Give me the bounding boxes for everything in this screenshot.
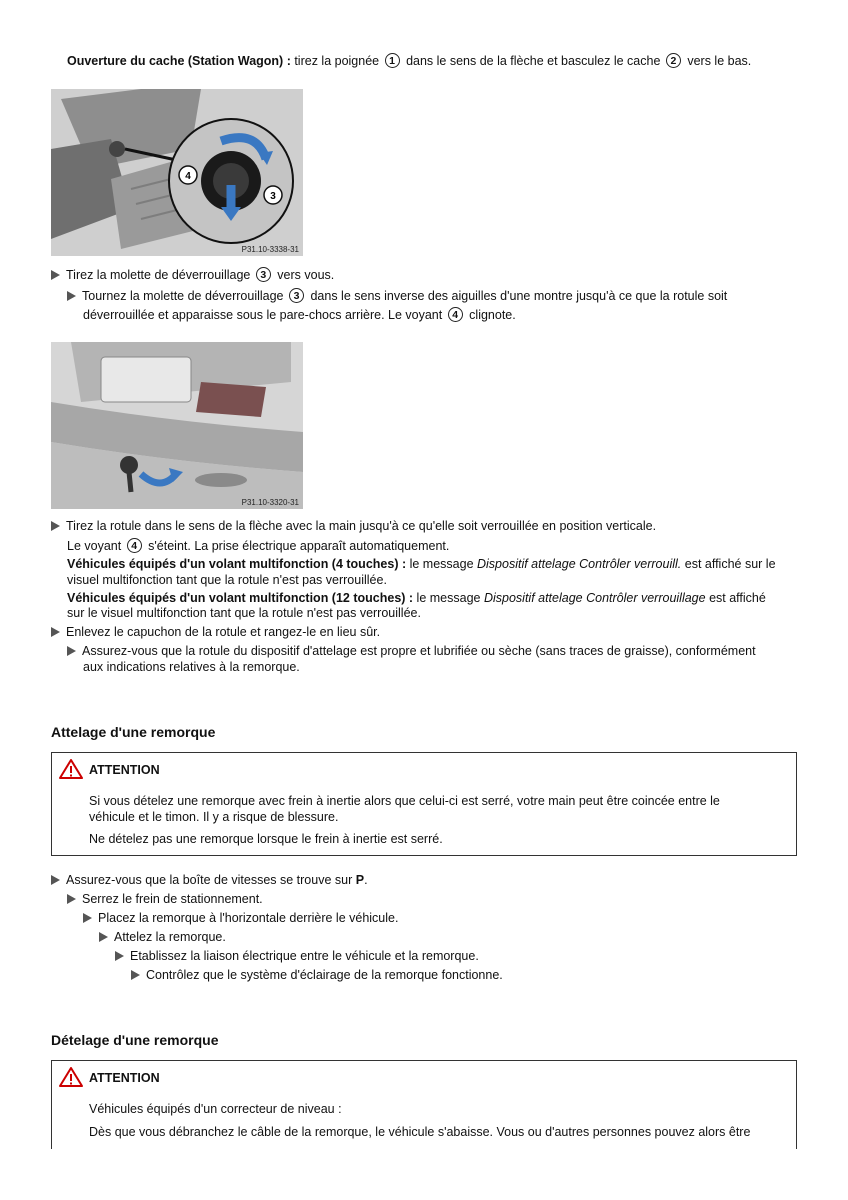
warning-triangle-icon — [58, 1066, 84, 1088]
callout-3: 3 — [270, 191, 276, 202]
step-text: Tournez la molette de déverrouillage — [82, 289, 287, 303]
intro-label: Ouverture du cache (Station Wagon) : — [67, 54, 291, 68]
step-text: est affiché — [705, 591, 766, 605]
warning-box — [51, 752, 797, 856]
section-heading: Attelage d'une remorque — [51, 724, 216, 740]
step-text: dans le sens inverse des aiguilles d'une montre jusqu'à ce que la rotule soit — [306, 289, 728, 303]
bullet-arrow-icon — [67, 646, 76, 656]
warning-triangle-icon — [58, 758, 84, 780]
bullet-arrow-icon — [99, 932, 108, 942]
warning-text: véhicule et le timon. Il y a risque de blessure. — [89, 810, 339, 824]
step-text: Attelez la remorque. — [114, 930, 226, 944]
tow-ball — [120, 456, 138, 474]
trunk-release-knob-image — [51, 89, 303, 256]
callout-number: 1 — [385, 53, 400, 68]
step-item — [67, 643, 756, 660]
intro-text: tirez la poignée — [290, 54, 383, 68]
step-text: Tirez la molette de déverrouillage — [66, 268, 254, 282]
step-item — [67, 288, 727, 305]
callout-4: 4 — [185, 171, 191, 182]
gear-position: P — [355, 873, 365, 887]
bullet-arrow-icon — [51, 875, 60, 885]
bullet-arrow-icon — [67, 291, 76, 301]
intro-text: dans le sens de la flèche et basculez le cache — [402, 54, 664, 68]
step-item — [51, 267, 334, 284]
step-continuation: aux indications relatives à la remorque. — [83, 660, 300, 674]
display-message: Dispositif attelage Contrôler verrouillage — [483, 591, 706, 605]
section-heading: Dételage d'une remorque — [51, 1032, 219, 1048]
bullet-arrow-icon — [51, 270, 60, 280]
callout-number: 3 — [256, 267, 271, 282]
intro-text: vers le bas. — [683, 54, 752, 68]
step-text: . — [364, 873, 368, 887]
rear-bumper-towbar-image — [51, 342, 303, 509]
bullet-arrow-icon — [67, 894, 76, 904]
bumper-illustration — [51, 342, 303, 509]
callout-number: 2 — [666, 53, 681, 68]
step-note — [67, 556, 776, 573]
warning-title: ATTENTION — [89, 763, 160, 777]
bullet-arrow-icon — [51, 627, 60, 637]
step-item — [51, 872, 368, 889]
step-note — [67, 538, 449, 555]
step-note: sur le visuel multifonction tant que la rotule n'est pas verrouillée. — [67, 606, 421, 620]
step-text: le message — [406, 557, 477, 571]
step-text: s'éteint. La prise électrique apparaît automatiquement. — [144, 539, 450, 553]
callout-number: 4 — [127, 538, 142, 553]
warning-text: Ne dételez pas une remorque lorsque le frein à inertie est serré. — [89, 832, 443, 846]
trunk-illustration — [51, 89, 303, 256]
step-item — [99, 929, 226, 946]
bullet-arrow-icon — [115, 951, 124, 961]
warning-title: ATTENTION — [89, 1071, 160, 1085]
step-text: vers vous. — [273, 268, 335, 282]
warning-text: Dès que vous débranchez le câble de la remorque, le véhicule s'abaisse. Vous ou d'autres personnes pouvez alors être — [89, 1125, 751, 1139]
step-item — [115, 948, 479, 965]
bullet-arrow-icon — [83, 913, 92, 923]
step-item — [67, 891, 263, 908]
step-text: déverrouillée et apparaisse sous le pare-chocs arrière. Le voyant — [83, 308, 446, 322]
step-text: Assurez-vous que la rotule du dispositif d'attelage est propre et lubrifiée ou sèche (sans traces de graisse), conformément — [82, 644, 756, 658]
bullet-arrow-icon — [131, 970, 140, 980]
note-label: Véhicules équipés d'un volant multifonction (12 touches) : — [67, 591, 414, 605]
callout-number: 4 — [448, 307, 463, 322]
step-text: Enlevez le capuchon de la rotule et rangez-le en lieu sûr. — [66, 625, 381, 639]
warning-text: Si vous dételez une remorque avec frein à inertie alors que celui-ci est serré, votre main peut être coincée entre le — [89, 794, 720, 808]
step-text: Le voyant — [67, 539, 125, 553]
callout-number: 3 — [289, 288, 304, 303]
image-code: P31.10-3320-31 — [241, 498, 299, 507]
display-message: Dispositif attelage Contrôler verrouill. — [477, 557, 682, 571]
image-code: P31.10-3338-31 — [241, 245, 299, 254]
step-text: Contrôlez que le système d'éclairage de la remorque fonctionne. — [146, 968, 503, 982]
step-text: Etablissez la liaison électrique entre le véhicule et la remorque. — [130, 949, 479, 963]
step-item — [83, 910, 398, 927]
warning-box — [51, 1060, 797, 1149]
step-text: Placez la remorque à l'horizontale derrière le véhicule. — [98, 911, 399, 925]
step-item — [51, 624, 380, 641]
bullet-arrow-icon — [51, 521, 60, 531]
step-continuation — [83, 307, 516, 324]
step-text: Serrez le frein de stationnement. — [82, 892, 263, 906]
step-text: le message — [413, 591, 484, 605]
step-note: visuel multifonction tant que la rotule n'est pas verrouillée. — [67, 573, 387, 587]
step-text: Tirez la rotule dans le sens de la flèche avec la main jusqu'à ce qu'elle soit verrouillée en position verticale. — [66, 519, 657, 533]
step-item — [51, 518, 656, 535]
intro-paragraph — [67, 53, 751, 70]
step-text: est affiché sur le — [681, 557, 776, 571]
step-text: Assurez-vous que la boîte de vitesses se trouve sur — [66, 873, 356, 887]
note-label: Véhicules équipés d'un volant multifonction (4 touches) : — [67, 557, 407, 571]
warning-text: Véhicules équipés d'un correcteur de niveau : — [89, 1102, 342, 1116]
step-item — [131, 967, 503, 984]
step-text: clignote. — [465, 308, 516, 322]
